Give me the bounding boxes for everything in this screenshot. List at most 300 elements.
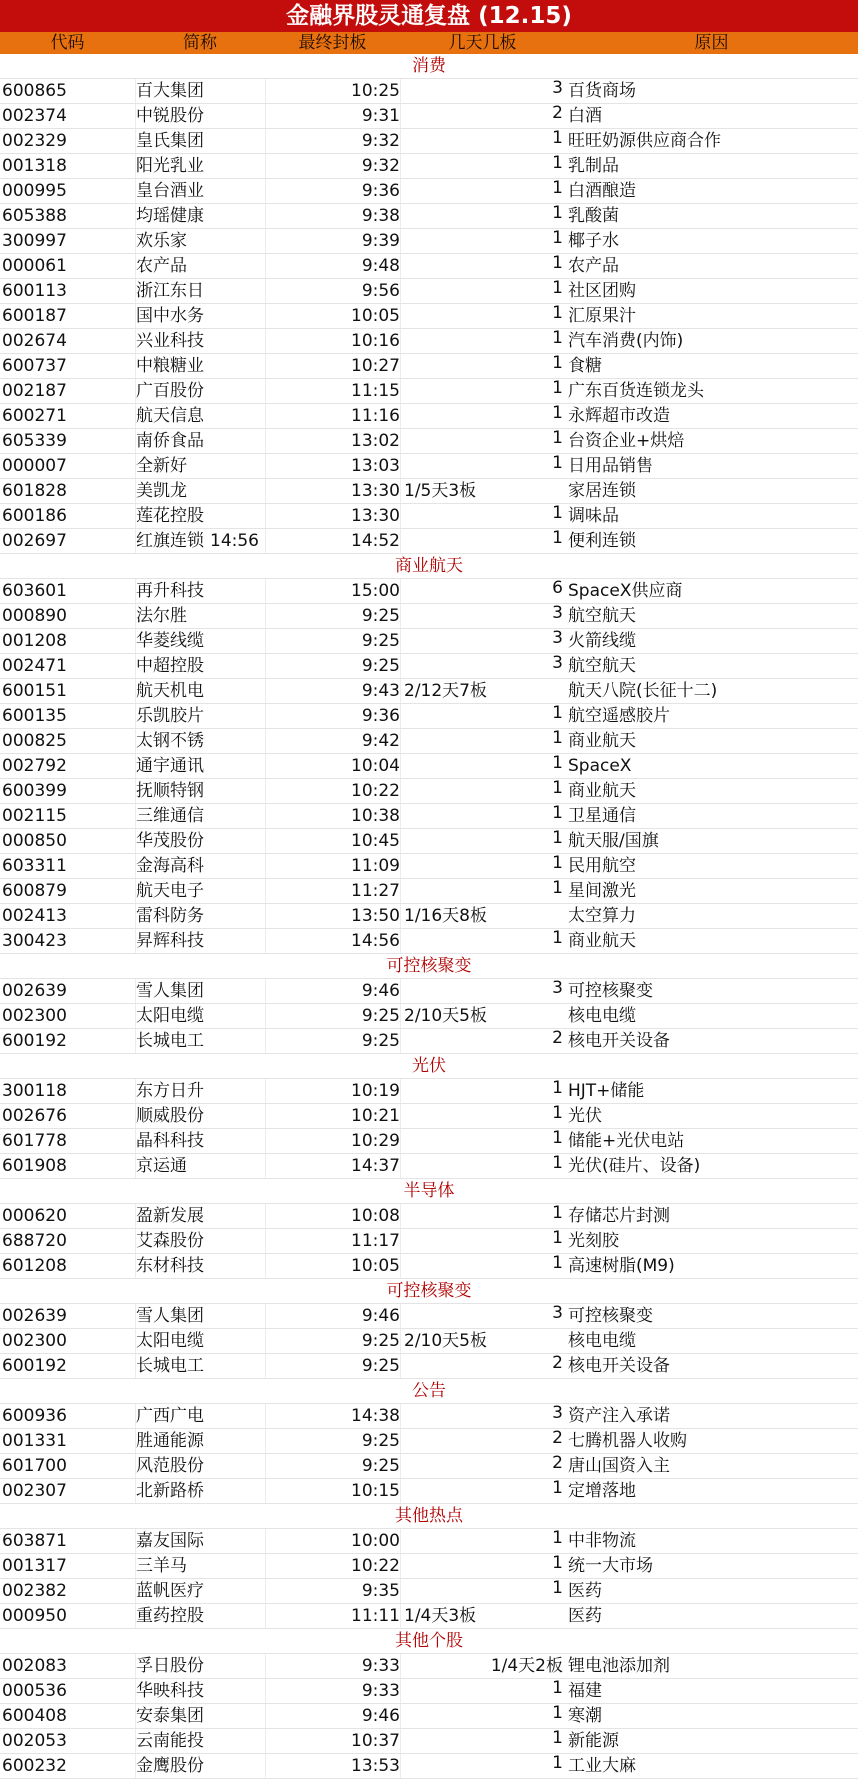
table-row	[0, 829, 858, 854]
stock-name: 国中水务	[136, 306, 204, 326]
days-boards-cell	[401, 279, 565, 303]
days-boards-cell	[401, 1354, 565, 1378]
stock-code-cell: 000890	[0, 604, 136, 628]
stock-name-cell	[136, 404, 266, 428]
reason-cell: 白酒酿造	[568, 181, 636, 201]
stock-name-cell	[136, 904, 266, 928]
table-row	[0, 529, 858, 554]
stock-code-cell: 600187	[0, 304, 136, 328]
board-count: 1	[552, 1529, 563, 1548]
table-row	[0, 454, 858, 479]
header-reason: 原因	[694, 33, 729, 53]
stock-name: 艾森股份	[136, 1231, 204, 1251]
seal-time-cell: 13:02	[266, 429, 401, 453]
stock-code-cell: 600936	[0, 1404, 136, 1428]
stock-name: 金鹰股份	[136, 1756, 204, 1776]
table-row	[0, 904, 858, 929]
seal-time-cell: 9:25	[266, 654, 401, 678]
stock-name: 胜通能源	[136, 1431, 204, 1451]
seal-time-cell: 9:32	[266, 154, 401, 178]
days-boards-cell	[401, 904, 565, 928]
section-header: 其他个股	[0, 1629, 858, 1654]
days-boards-cell	[401, 1654, 565, 1678]
table-row	[0, 279, 858, 304]
reason-cell: 便利连锁	[568, 531, 636, 551]
board-count: 1	[552, 929, 563, 948]
table-row	[0, 404, 858, 429]
board-count: 1	[552, 1679, 563, 1698]
reason-cell: 七腾机器人收购	[568, 1431, 687, 1451]
stock-code-cell: 605388	[0, 204, 136, 228]
table-row	[0, 1754, 858, 1779]
seal-time-cell: 9:25	[266, 1004, 401, 1028]
table-row	[0, 1604, 858, 1629]
stock-name: 蓝帆医疗	[136, 1581, 204, 1601]
days-boards-cell	[401, 204, 565, 228]
stock-name-cell	[136, 1129, 266, 1153]
stock-name-cell	[136, 1704, 266, 1728]
seal-time-cell: 13:50	[266, 904, 401, 928]
seal-time-cell: 10:00	[266, 1529, 401, 1553]
days-boards-cell	[401, 529, 565, 553]
reason-cell: 核电开关设备	[568, 1356, 670, 1376]
days-boards-cell	[401, 604, 565, 628]
seal-time-cell: 9:25	[266, 1029, 401, 1053]
stock-name: 雪人集团	[136, 1306, 204, 1326]
reason-cell: 卫星通信	[568, 806, 636, 826]
stock-code-cell: 300423	[0, 929, 136, 953]
seal-time-cell: 11:16	[266, 404, 401, 428]
reason-cell: 家居连锁	[568, 481, 636, 501]
seal-time-cell: 14:52	[266, 529, 401, 553]
reason-cell: 椰子水	[568, 231, 619, 251]
board-count: 1	[552, 454, 563, 473]
board-count: 1	[552, 404, 563, 423]
reason-cell: 光刻胶	[568, 1231, 619, 1251]
table-row	[0, 1479, 858, 1504]
stock-name: 孚日股份	[136, 1656, 204, 1676]
stock-code-cell: 000061	[0, 254, 136, 278]
days-boards-cell	[401, 1729, 565, 1753]
stock-code-cell: 002083	[0, 1654, 136, 1678]
reason-cell: 航空航天	[568, 656, 636, 676]
table-row	[0, 779, 858, 804]
seal-time-cell: 14:56	[266, 929, 401, 953]
table-row	[0, 1304, 858, 1329]
stock-code-cell: 001208	[0, 629, 136, 653]
header-code: 代码	[50, 33, 85, 53]
seal-time-cell: 9:42	[266, 729, 401, 753]
seal-time-cell: 11:09	[266, 854, 401, 878]
reason-cell: 商业航天	[568, 731, 636, 751]
table-row	[0, 204, 858, 229]
reason-cell: 农产品	[568, 256, 619, 276]
stock-name: 航天信息	[136, 406, 204, 426]
stock-code-cell: 000950	[0, 1604, 136, 1628]
stock-name: 华菱线缆	[136, 631, 204, 651]
seal-time-cell: 9:32	[266, 129, 401, 153]
stock-name: 华茂股份	[136, 831, 204, 851]
stock-code-cell: 002187	[0, 379, 136, 403]
days-boards-cell	[401, 854, 565, 878]
board-count: 1	[552, 154, 563, 173]
seal-time-cell: 11:11	[266, 1604, 401, 1628]
stock-name: 东方日升	[136, 1081, 204, 1101]
table-row	[0, 229, 858, 254]
reason-cell: 可控核聚变	[568, 981, 653, 1001]
stock-name: 中粮糖业	[136, 356, 204, 376]
stock-name: 金海高科	[136, 856, 204, 876]
board-count: 1	[552, 829, 563, 848]
stock-code-cell: 600113	[0, 279, 136, 303]
seal-time-cell: 13:53	[266, 1754, 401, 1778]
stock-name: 南侨食品	[136, 431, 204, 451]
stock-name-cell	[136, 1354, 266, 1378]
seal-time-cell: 10:22	[266, 779, 401, 803]
stock-code-cell: 601828	[0, 479, 136, 503]
reason-cell: 火箭线缆	[568, 631, 636, 651]
reason-cell: 核电开关设备	[568, 1031, 670, 1051]
days-boards-cell	[401, 1679, 565, 1703]
stock-code-cell: 002471	[0, 654, 136, 678]
table-row	[0, 679, 858, 704]
reason-cell: 可控核聚变	[568, 1306, 653, 1326]
stock-code-cell: 603311	[0, 854, 136, 878]
seal-time-cell: 10:08	[266, 1204, 401, 1228]
stock-name-cell	[136, 1754, 266, 1778]
stock-name: 全新好	[136, 456, 187, 476]
seal-time-cell: 9:25	[266, 604, 401, 628]
days-boards-cell	[401, 1079, 565, 1103]
stock-name-cell	[136, 654, 266, 678]
seal-time-cell: 9:46	[266, 1704, 401, 1728]
stock-name: 长城电工	[136, 1356, 204, 1376]
seal-time-cell: 14:37	[266, 1154, 401, 1178]
stock-name-cell	[136, 829, 266, 853]
table-row	[0, 879, 858, 904]
reason-cell: 调味品	[568, 506, 619, 526]
board-count: 3	[552, 979, 563, 998]
days-boards-cell	[401, 879, 565, 903]
stock-code-cell: 601778	[0, 1129, 136, 1153]
days-boards-cell	[401, 929, 565, 953]
stock-name-cell	[136, 454, 266, 478]
days-boards-cell	[401, 1454, 565, 1478]
table-row	[0, 579, 858, 604]
reason-cell: 核电电缆	[568, 1331, 636, 1351]
reason-cell: 工业大麻	[568, 1756, 636, 1776]
seal-time-cell: 10:45	[266, 829, 401, 853]
days-boards-cell	[401, 379, 565, 403]
stock-code-cell: 600192	[0, 1029, 136, 1053]
stock-code-cell: 688720	[0, 1229, 136, 1253]
stock-name-cell	[136, 304, 266, 328]
board-count: 1	[552, 279, 563, 298]
board-count: 1	[552, 1129, 563, 1148]
stock-name: 风范股份	[136, 1456, 204, 1476]
stock-name: 北新路桥	[136, 1481, 204, 1501]
board-count: 1	[552, 804, 563, 823]
board-count: 3	[552, 654, 563, 673]
board-count: 1	[552, 1204, 563, 1223]
stock-name: 云南能投	[136, 1731, 204, 1751]
stock-name: 兴业科技	[136, 331, 204, 351]
days-boards-cell	[401, 1554, 565, 1578]
table-row	[0, 1354, 858, 1379]
stock-code-cell: 600232	[0, 1754, 136, 1778]
stock-name: 通宇通讯	[136, 756, 204, 776]
reason-cell: 食糖	[568, 356, 602, 376]
reason-cell: SpaceX	[568, 756, 632, 776]
stock-code-cell: 002792	[0, 754, 136, 778]
stock-code-cell: 600135	[0, 704, 136, 728]
reason-cell: 汇原果汁	[568, 306, 636, 326]
table-row	[0, 104, 858, 129]
table-row	[0, 629, 858, 654]
stock-name-cell	[136, 279, 266, 303]
table-row	[0, 1704, 858, 1729]
stock-code-cell: 002382	[0, 1579, 136, 1603]
stock-code-cell: 001318	[0, 154, 136, 178]
days-boards-cell	[401, 329, 565, 353]
stock-name: 浙江东日	[136, 281, 204, 301]
section-header: 消费	[0, 54, 858, 79]
stock-code-cell: 002676	[0, 1104, 136, 1128]
seal-time-cell: 9:36	[266, 704, 401, 728]
stock-name: 晶科科技	[136, 1131, 204, 1151]
table-row	[0, 1004, 858, 1029]
table-row	[0, 179, 858, 204]
seal-time-cell: 14:38	[266, 1404, 401, 1428]
days-boards-cell	[401, 304, 565, 328]
days-boards-cell	[401, 1479, 565, 1503]
days-boards-cell	[401, 1429, 565, 1453]
stock-name-cell	[136, 854, 266, 878]
stock-name-cell	[136, 129, 266, 153]
seal-time-cell: 10:05	[266, 304, 401, 328]
days-boards-cell	[401, 1579, 565, 1603]
table-row	[0, 804, 858, 829]
days-boards-text: 2/10天5板	[404, 1331, 487, 1351]
stock-name-cell	[136, 579, 266, 603]
board-count: 1	[552, 879, 563, 898]
stock-name: 三维通信	[136, 806, 204, 826]
days-boards-cell	[401, 629, 565, 653]
stock-code-cell: 601908	[0, 1154, 136, 1178]
stock-code-cell: 600879	[0, 879, 136, 903]
stock-name-cell	[136, 1679, 266, 1703]
stock-name: 百大集团	[136, 81, 204, 101]
seal-time-cell: 10:25	[266, 79, 401, 103]
reason-cell: 白酒	[568, 106, 602, 126]
table-row	[0, 1579, 858, 1604]
table-row	[0, 754, 858, 779]
stock-name-cell	[136, 779, 266, 803]
seal-time-cell: 9:46	[266, 1304, 401, 1328]
seal-time-cell: 15:00	[266, 579, 401, 603]
stock-name-cell	[136, 1154, 266, 1178]
board-count: 1	[552, 229, 563, 248]
reason-cell: 民用航空	[568, 856, 636, 876]
table-row	[0, 1204, 858, 1229]
column-header-row	[0, 32, 858, 54]
reason-cell: SpaceX供应商	[568, 581, 683, 601]
stock-name: 广百股份	[136, 381, 204, 401]
table-row	[0, 1104, 858, 1129]
stock-name: 太阳电缆	[136, 1331, 204, 1351]
stock-name-cell	[136, 1029, 266, 1053]
stock-name-cell	[136, 1554, 266, 1578]
seal-time-cell: 9:25	[266, 1329, 401, 1353]
reason-cell: 星间激光	[568, 881, 636, 901]
stock-code-cell: 000995	[0, 179, 136, 203]
stock-name-cell	[136, 1479, 266, 1503]
reason-cell: 寒潮	[568, 1706, 602, 1726]
stock-code-cell: 600399	[0, 779, 136, 803]
stock-name-cell	[136, 804, 266, 828]
reason-cell: 台资企业+烘焙	[568, 431, 685, 451]
table-row	[0, 154, 858, 179]
stock-name-cell	[136, 229, 266, 253]
stock-code-cell: 001331	[0, 1429, 136, 1453]
reason-cell: 锂电池添加剂	[568, 1656, 670, 1676]
stock-name: 再升科技	[136, 581, 204, 601]
reason-cell: 航天服/国旗	[568, 831, 659, 851]
table-row	[0, 979, 858, 1004]
stock-code-cell: 002300	[0, 1004, 136, 1028]
table-row	[0, 604, 858, 629]
board-count: 1	[552, 729, 563, 748]
seal-time-cell: 9:33	[266, 1654, 401, 1678]
board-count: 1	[552, 854, 563, 873]
stock-name-cell	[136, 704, 266, 728]
stock-name: 红旗连锁	[136, 531, 204, 551]
table-row	[0, 1079, 858, 1104]
days-boards-cell	[401, 804, 565, 828]
stock-name-cell	[136, 1604, 266, 1628]
table-row	[0, 1029, 858, 1054]
board-count: 1	[552, 179, 563, 198]
board-count: 1	[552, 1754, 563, 1773]
board-count: 1	[552, 204, 563, 223]
table-row	[0, 1404, 858, 1429]
section-header: 可控核聚变	[0, 1279, 858, 1304]
board-count: 2	[552, 1454, 563, 1473]
board-count: 1	[552, 1579, 563, 1598]
seal-time-cell: 13:30	[266, 504, 401, 528]
reason-cell: 福建	[568, 1681, 602, 1701]
board-count: 2	[552, 1029, 563, 1048]
seal-time-cell: 10:37	[266, 1729, 401, 1753]
table-row	[0, 1229, 858, 1254]
seal-time-cell: 9:48	[266, 254, 401, 278]
stock-code-cell: 601208	[0, 1254, 136, 1278]
stock-name: 阳光乳业	[136, 156, 204, 176]
stock-code-cell: 002697	[0, 529, 136, 553]
stock-name: 美凯龙	[136, 481, 187, 501]
days-boards-cell	[401, 979, 565, 1003]
board-count: 1	[552, 1254, 563, 1273]
stock-name-cell	[136, 179, 266, 203]
stock-name: 东材科技	[136, 1256, 204, 1276]
reason-cell: 商业航天	[568, 931, 636, 951]
reason-cell: 存储芯片封测	[568, 1206, 670, 1226]
board-count: 3	[552, 1304, 563, 1323]
board-count: 1	[552, 779, 563, 798]
days-boards-text: 2/12天7板	[404, 681, 487, 701]
stock-name: 昇辉科技	[136, 931, 204, 951]
stock-code-cell: 002639	[0, 1304, 136, 1328]
days-boards-cell	[401, 1104, 565, 1128]
seal-time-cell: 10:21	[266, 1104, 401, 1128]
stock-name: 航天机电	[136, 681, 204, 701]
reason-cell: 广东百货连锁龙头	[568, 381, 704, 401]
table-body	[0, 54, 858, 1779]
days-boards-cell	[401, 754, 565, 778]
stock-name-cell	[136, 429, 266, 453]
stock-name: 皇台酒业	[136, 181, 204, 201]
table-row	[0, 354, 858, 379]
reason-cell: 统一大市场	[568, 1556, 653, 1576]
board-count: 1	[552, 1704, 563, 1723]
seal-time-cell: 11:17	[266, 1229, 401, 1253]
reason-cell: 汽车消费(内饰)	[568, 331, 684, 351]
stock-code-cell: 600737	[0, 354, 136, 378]
reason-cell: 航空遥感胶片	[568, 706, 670, 726]
stock-code-cell: 000007	[0, 454, 136, 478]
reason-cell: HJT+储能	[568, 1081, 645, 1101]
stock-name-cell	[136, 329, 266, 353]
stock-code-cell: 600865	[0, 79, 136, 103]
reason-cell: 乳制品	[568, 156, 619, 176]
seal-time-cell: 10:16	[266, 329, 401, 353]
stock-name-cell	[136, 79, 266, 103]
seal-time-cell: 9:56	[266, 279, 401, 303]
board-count: 1	[552, 1229, 563, 1248]
table-row	[0, 254, 858, 279]
days-boards-cell	[401, 829, 565, 853]
section-header: 可控核聚变	[0, 954, 858, 979]
days-boards-cell	[401, 1604, 565, 1628]
stock-name-cell	[136, 629, 266, 653]
board-count: 1	[552, 1104, 563, 1123]
board-count: 6	[552, 579, 563, 598]
days-boards-cell	[401, 1529, 565, 1553]
days-boards-cell	[401, 79, 565, 103]
reason-cell: 太空算力	[568, 906, 636, 926]
stock-name: 农产品	[136, 256, 187, 276]
seal-time-cell: 9:38	[266, 204, 401, 228]
stock-name-cell	[136, 1254, 266, 1278]
stock-code-cell: 601700	[0, 1454, 136, 1478]
stock-name: 重药控股	[136, 1606, 204, 1626]
days-boards-cell	[401, 654, 565, 678]
seal-time-cell: 10:05	[266, 1254, 401, 1278]
stock-name: 顺威股份	[136, 1106, 204, 1126]
stock-name-cell	[136, 379, 266, 403]
stock-name: 盈新发展	[136, 1206, 204, 1226]
seal-time-cell: 10:27	[266, 354, 401, 378]
board-count: 1	[552, 354, 563, 373]
days-boards-cell	[401, 454, 565, 478]
days-boards-cell	[401, 354, 565, 378]
seal-time-cell: 9:36	[266, 179, 401, 203]
reason-cell: 日用品销售	[568, 456, 653, 476]
days-boards-cell	[401, 429, 565, 453]
stock-name: 雷科防务	[136, 906, 204, 926]
seal-time-cell: 10:19	[266, 1079, 401, 1103]
reason-cell: 百货商场	[568, 81, 636, 101]
